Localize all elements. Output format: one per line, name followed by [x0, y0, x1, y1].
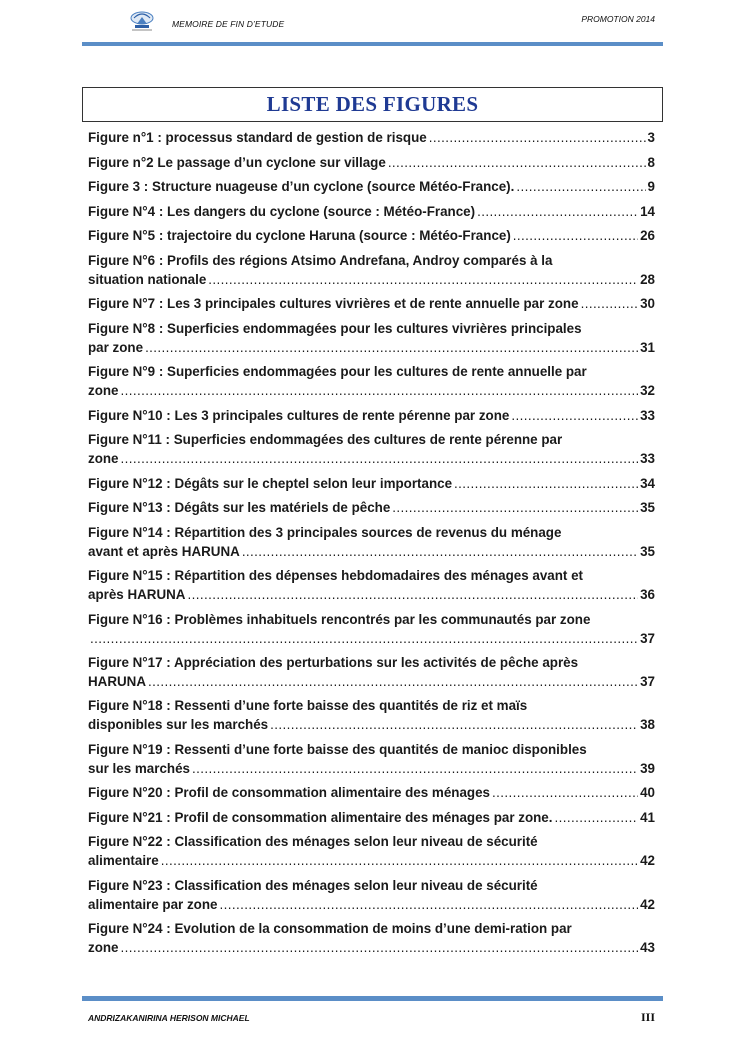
- figure-entry-page: 39: [640, 760, 655, 776]
- figure-entry-line: [88, 585, 655, 604]
- figure-entry-line: [88, 759, 655, 778]
- figure-entry-title-line: Figure N°6 : Profils des régions Atsimo Andrefana, Androy comparés à la: [88, 252, 553, 268]
- figure-entry-title: Figure N°10 : Les 3 principales cultures de rente pérenne par zone: [88, 407, 510, 423]
- figure-entry-page: 43: [640, 940, 655, 956]
- figure-entry-line: [88, 808, 655, 827]
- figure-entry-line: [88, 381, 655, 400]
- figure-entry-title: Figure N°21 : Profil de consommation alimentaire des ménages par zone.: [88, 809, 553, 825]
- figure-entry[interactable]: [88, 153, 655, 172]
- figure-entry-title: Figure N°12 : Dégâts sur le cheptel selon leur importance: [88, 475, 453, 491]
- figure-entry-title: après HARUNA: [88, 587, 186, 603]
- dot-leader: [477, 202, 638, 221]
- dot-leader: [220, 895, 639, 914]
- dot-leader: [145, 338, 638, 357]
- figure-entry-title: Figure N°13 : Dégâts sur les matériels de pêche: [88, 500, 391, 516]
- figure-entry-page: 37: [640, 630, 655, 646]
- figure-entry-title: zone: [88, 451, 119, 467]
- figure-entry-title: disponibles sur les marchés: [88, 717, 269, 733]
- footer-author: ANDRIZAKANIRINA HERISON MICHAEL: [88, 1013, 250, 1023]
- figure-entry-page: 33: [640, 451, 655, 467]
- figure-entry[interactable]: [88, 876, 655, 914]
- page-title: LISTE DES FIGURES: [266, 92, 479, 116]
- figure-entry-title: Figure n°2 Le passage d’un cyclone sur village: [88, 154, 386, 170]
- figure-entry-page: 26: [640, 228, 655, 244]
- dot-leader: [429, 128, 646, 147]
- figure-entry-title-line: Figure N°16 : Problèmes inhabituels rencontrés par les communautés par zone: [88, 611, 591, 627]
- figure-entry-line: [88, 783, 655, 802]
- figure-entry-page: 38: [640, 717, 655, 733]
- figure-entry-page: 41: [640, 809, 655, 825]
- title-box: [82, 87, 663, 122]
- figure-entry-page: 37: [640, 674, 655, 690]
- dot-leader: [270, 715, 638, 734]
- dot-leader: [513, 226, 638, 245]
- figure-entry-line: [88, 177, 655, 196]
- figure-entry-title-line: Figure N°22 : Classification des ménages selon leur niveau de sécurité: [88, 834, 538, 850]
- header-promotion: PROMOTION 2014: [581, 14, 655, 24]
- dot-leader: [392, 498, 638, 517]
- figure-entry-title: alimentaire: [88, 853, 159, 869]
- figure-entry[interactable]: [88, 406, 655, 425]
- header-rule: [82, 42, 663, 46]
- figure-entry-page: 32: [640, 383, 655, 399]
- header-title: MEMOIRE DE FIN D’ETUDE: [172, 19, 285, 29]
- figure-entry-line: [88, 474, 655, 493]
- figure-entry-line: [88, 406, 655, 425]
- dot-leader: [208, 270, 638, 289]
- figure-entry-page: 42: [640, 853, 655, 869]
- figure-entry-page: 14: [640, 203, 655, 219]
- figure-entry-line: [88, 629, 655, 648]
- figure-entry-line: [88, 498, 655, 517]
- figure-entry-page: 33: [640, 407, 655, 423]
- dot-leader: [121, 381, 639, 400]
- figure-entry-line: [88, 895, 655, 914]
- dot-leader: [187, 585, 638, 604]
- figure-entry[interactable]: [88, 226, 655, 245]
- figure-entry-title-line: Figure N°24 : Evolution de la consommation de moins d’une demi-ration par: [88, 921, 572, 937]
- figure-entry-title: zone: [88, 940, 119, 956]
- figure-entry-title: Figure N°20 : Profil de consommation alimentaire des ménages: [88, 785, 490, 801]
- figure-entry-title: avant et après HARUNA: [88, 543, 240, 559]
- figure-entry-page: 42: [640, 896, 655, 912]
- figure-entry-page: 36: [640, 587, 655, 603]
- figure-entry-page: 40: [640, 785, 655, 801]
- dot-leader: [581, 294, 639, 313]
- figure-entry-line: [88, 202, 655, 221]
- dot-leader: [511, 406, 638, 425]
- figure-entry[interactable]: [88, 319, 655, 357]
- figure-entry[interactable]: [88, 740, 655, 778]
- dot-leader: [121, 938, 639, 957]
- figure-entry-page: 3: [647, 130, 655, 145]
- dot-leader: [492, 783, 638, 802]
- figure-entry[interactable]: [88, 696, 655, 734]
- figure-entry-page: 9: [647, 179, 655, 195]
- figure-entry-title-line: Figure N°8 : Superficies endommagées pour les cultures vivrières principales: [88, 320, 582, 336]
- figure-entry-title: zone: [88, 383, 119, 399]
- figure-entry-title: Figure 3 : Structure nuageuse d’un cyclone (source Météo-France).: [88, 179, 515, 195]
- figure-entry[interactable]: [88, 251, 655, 289]
- figure-entry-page: 35: [640, 500, 655, 516]
- figure-entry[interactable]: [88, 783, 655, 802]
- figure-entry-title: par zone: [88, 339, 144, 355]
- footer-rule: [82, 996, 663, 1001]
- figure-entry[interactable]: [88, 653, 655, 691]
- figure-entry-title: Figure N°7 : Les 3 principales cultures vivrières et de rente annuelle par zone: [88, 296, 579, 312]
- figure-entry-line: [88, 851, 655, 870]
- figure-entry-title: HARUNA: [88, 674, 147, 690]
- figure-entry[interactable]: [88, 362, 655, 400]
- dot-leader: [388, 153, 646, 172]
- figure-entry-title: Figure N°4 : Les dangers du cyclone (source : Météo-France): [88, 203, 476, 219]
- figure-entry-page: 34: [640, 475, 655, 491]
- figure-entry-title-line: Figure N°15 : Répartition des dépenses hebdomadaires des ménages avant et: [88, 568, 584, 584]
- figure-entry-title-line: Figure N°23 : Classification des ménages selon leur niveau de sécurité: [88, 877, 538, 893]
- figure-entry-page: 30: [640, 296, 655, 312]
- figure-entry[interactable]: [88, 832, 655, 870]
- figure-entry-line: [88, 153, 655, 172]
- figure-entry-line: [88, 128, 655, 147]
- figure-entry-title-line: Figure N°14 : Répartition des 3 principales sources de revenus du ménage: [88, 524, 562, 540]
- figure-entry[interactable]: [88, 566, 655, 604]
- figure-entry-title-line: Figure N°19 : Ressenti d’une forte baisse des quantités de manioc disponibles: [88, 741, 587, 757]
- dot-leader: [148, 672, 638, 691]
- figure-entry-title-line: Figure N°9 : Superficies endommagées pour les cultures de rente annuelle par: [88, 364, 587, 380]
- figure-entry-line: [88, 938, 655, 957]
- figure-entry[interactable]: [88, 202, 655, 221]
- institution-logo-icon: [128, 9, 156, 33]
- figure-entry-title: Figure N°5 : trajectoire du cyclone Haruna (source : Météo-France): [88, 228, 511, 244]
- figure-entry-title: sur les marchés: [88, 760, 190, 776]
- figure-entry[interactable]: [88, 498, 655, 517]
- dot-leader: [242, 542, 638, 561]
- figure-entry-line: [88, 294, 655, 313]
- dot-leader: [161, 851, 638, 870]
- figure-entry-title: situation nationale: [88, 271, 207, 287]
- dot-leader: [454, 474, 638, 493]
- figure-entry-title: alimentaire par zone: [88, 896, 218, 912]
- figure-entry-title-line: Figure N°18 : Ressenti d’une forte baisse des quantités de riz et maïs: [88, 698, 528, 714]
- figure-entry-title-line: Figure N°17 : Appréciation des perturbations sur les activités de pêche après: [88, 655, 579, 671]
- figure-entry-line: [88, 226, 655, 245]
- figure-entry-title: Figure n°1 : processus standard de gestion de risque: [88, 130, 427, 145]
- figure-entry[interactable]: [88, 430, 655, 468]
- page-header: [82, 6, 663, 42]
- figures-list: [88, 128, 655, 963]
- figure-entry[interactable]: [88, 474, 655, 493]
- figure-entry[interactable]: [88, 523, 655, 561]
- figure-entry-line: [88, 338, 655, 357]
- footer-page-number: III: [640, 1010, 655, 1024]
- figure-entry-page: 31: [640, 339, 655, 355]
- figure-entry[interactable]: [88, 808, 655, 827]
- figure-entry[interactable]: [88, 294, 655, 313]
- figure-entry-line: [88, 715, 655, 734]
- figure-entry-page: 8: [647, 154, 655, 170]
- figure-entry-title-line: Figure N°11 : Superficies endommagées des cultures de rente pérenne par: [88, 432, 563, 448]
- figure-entry[interactable]: [88, 919, 655, 957]
- dot-leader: [516, 177, 645, 196]
- figure-entry[interactable]: [88, 128, 655, 147]
- figure-entry-line: [88, 270, 655, 289]
- figure-entry[interactable]: [88, 610, 655, 648]
- dot-leader: [90, 629, 638, 648]
- figure-entry-line: [88, 449, 655, 468]
- figure-entry-line: [88, 672, 655, 691]
- dot-leader: [121, 449, 639, 468]
- figure-entry-page: 35: [640, 543, 655, 559]
- dot-leader: [192, 759, 638, 778]
- figure-entry-page: 28: [640, 271, 655, 287]
- figure-entry-line: [88, 542, 655, 561]
- figure-entry[interactable]: [88, 177, 655, 196]
- dot-leader: [554, 808, 638, 827]
